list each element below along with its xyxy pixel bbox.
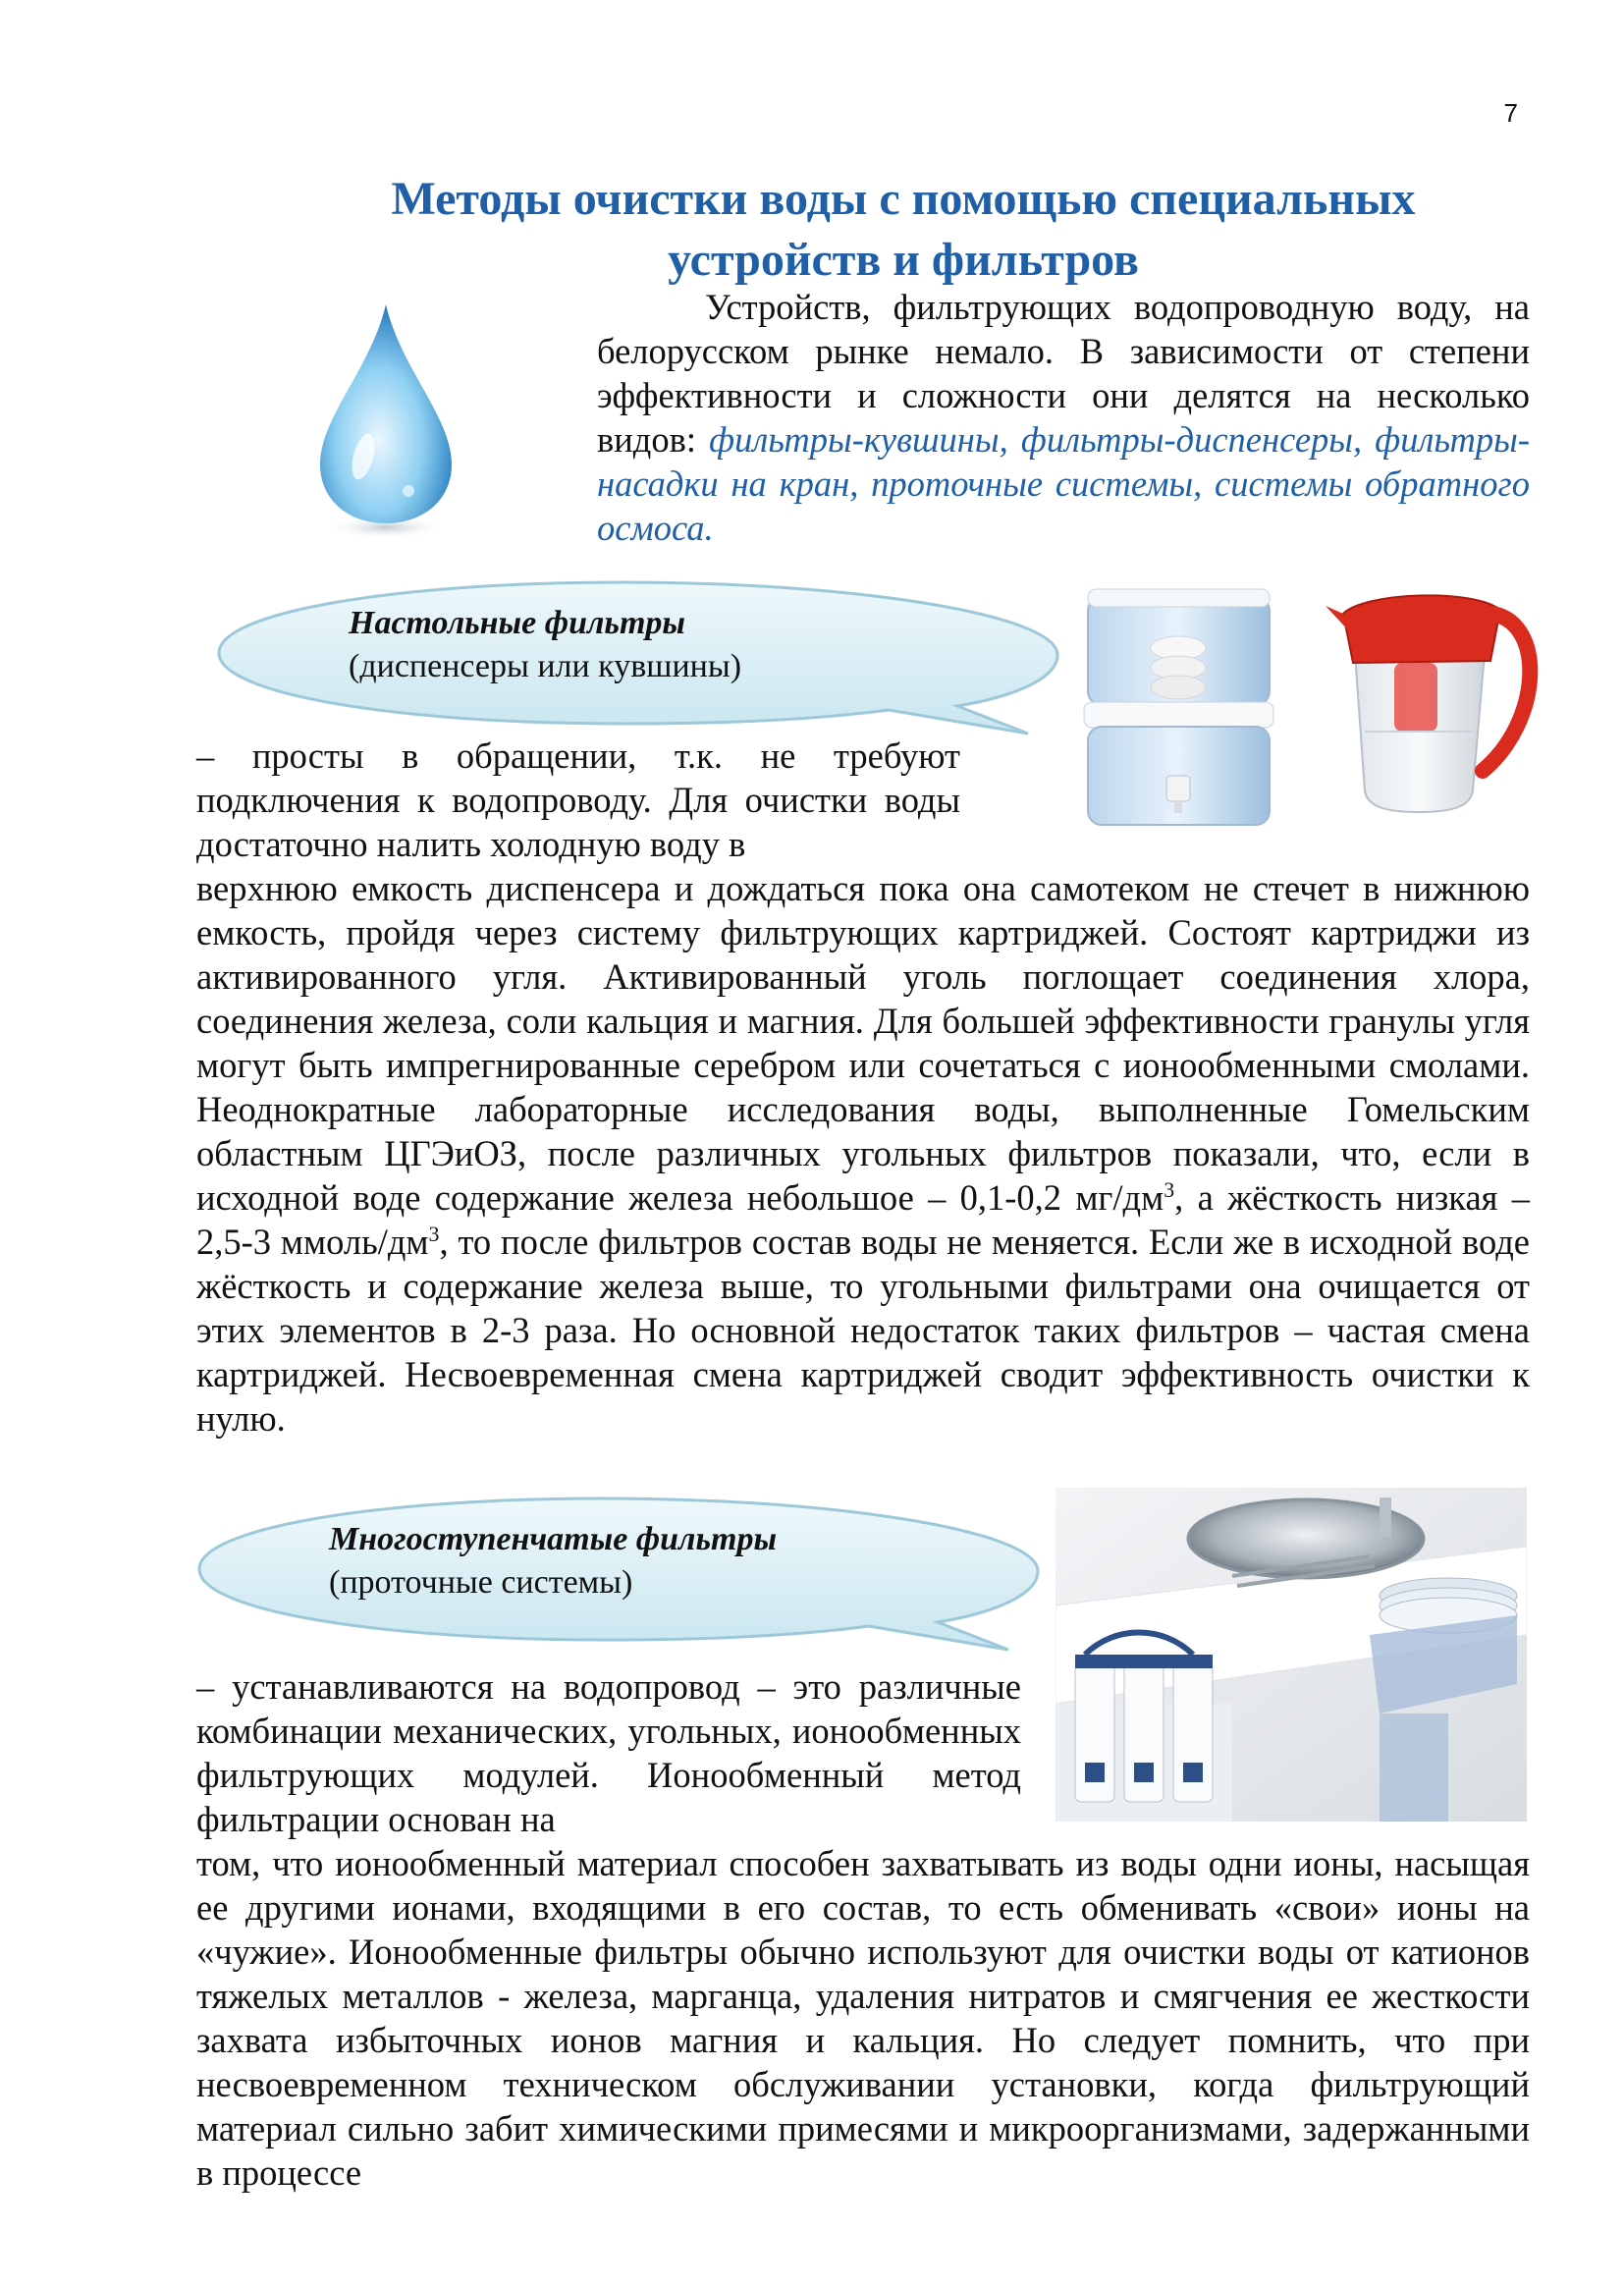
water-dispenser-image bbox=[1070, 579, 1296, 844]
intro-paragraph bbox=[597, 285, 1530, 550]
superscript: 3 bbox=[428, 1221, 440, 1246]
section1-lead bbox=[196, 734, 960, 866]
intro-text bbox=[597, 285, 1530, 550]
section2-body-text: том, что ионообменный материал способен захватывать из воды одни ионы, насыщая ее другими ионами, входящими в его состав, то есть обменивать «свои» ионы на «чужие». Ионообменные фильтры обычно используют для очистки воды от катионов тяжелых металлов - железа, марганца, удаления нитратов и смягчения ее жесткости захвата избыточных ионов магния и кальция. Но следует помнить, что при несвоевременном техническом обслуживании установки, когда фильтрующий материал сильно забит химическими примесями и микроорганизмами, задержанными в процессе bbox=[196, 1843, 1530, 2193]
section1-lead-text: – просты в обращении, т.к. не требуют подключения к водопроводу. Для очистки воды достаточно налить холодную воду в bbox=[196, 735, 960, 864]
title-line-2: устройств и фильтров bbox=[668, 234, 1139, 286]
section2-subtitle: (проточные системы) bbox=[329, 1564, 633, 1601]
intro-main: Устройств, фильтрующих водопроводную воду, на белорусском рынке немало. В зависимости от степени эффективности и сложности они делятся на несколько видов: bbox=[597, 287, 1530, 460]
section1-text-c: , то после фильтров состав воды не меняется. Если же в исходной воде жёсткость и содержание железа выше, то угольными фильтрами она очищается от этих элементов в 2-3 раза. Но основной недостаток таких фильтров – частая смена картриджей. Несвоевременная смена картриджей сводит эффективность очистки к нулю. bbox=[196, 1222, 1530, 1439]
filter-pitcher-image bbox=[1326, 584, 1542, 820]
section2-body bbox=[196, 1841, 1530, 2195]
page-title bbox=[295, 169, 1512, 291]
kitchen-filter-image bbox=[1056, 1488, 1527, 1822]
section2-title: Многоступенчатые фильтры bbox=[329, 1521, 778, 1557]
section1-bubble bbox=[211, 574, 1075, 741]
section1-body-text bbox=[196, 866, 1530, 1441]
section2-lead bbox=[196, 1664, 1021, 1841]
section1-text-b: , а жёсткость низкая – 2,5-3 ммоль/дм bbox=[196, 1177, 1530, 1262]
section1-subtitle: (диспенсеры или кувшины) bbox=[349, 648, 742, 684]
section2-lead-text: – устанавливаются на водопровод – это различные комбинации механических, угольных, ионообменных фильтрующих модулей. Ионообменный метод фильтрации основан на bbox=[196, 1666, 1021, 1839]
title-line-1: Методы очистки воды с помощью специальных bbox=[391, 173, 1416, 225]
water-drop-icon bbox=[312, 299, 460, 545]
page-number: 7 bbox=[1503, 98, 1518, 128]
section1-title: Настольные фильтры bbox=[349, 605, 686, 641]
filter-types-list: фильтры-кувшины, фильтры-диспенсеры, фильтры-насадки на кран, проточные системы, системы обратного осмоса. bbox=[597, 419, 1531, 548]
section1-text-a: верхнюю емкость диспенсера и дождаться пока она самотеком не стечет в нижнюю емкость, пройдя через систему фильтрующих картриджей. Состоят картриджи из активированного угля. Активированный уголь поглощает соединения хлора, соединения железа, соли кальция и магния. Для большей эффективности гранулы угля могут быть импрегнированные серебром или сочетаться с ионообменными смолами. Неоднократные лабораторные исследования воды, выполненные Гомельским областным ЦГЭиОЗ, после различных угольных фильтров показали, что, если в исходной воде содержание железа небольшое – 0,1-0,2 мг/дм bbox=[196, 868, 1530, 1218]
superscript: 3 bbox=[1164, 1176, 1175, 1202]
section1-body bbox=[196, 866, 1530, 1441]
section2-bubble bbox=[191, 1491, 1056, 1658]
